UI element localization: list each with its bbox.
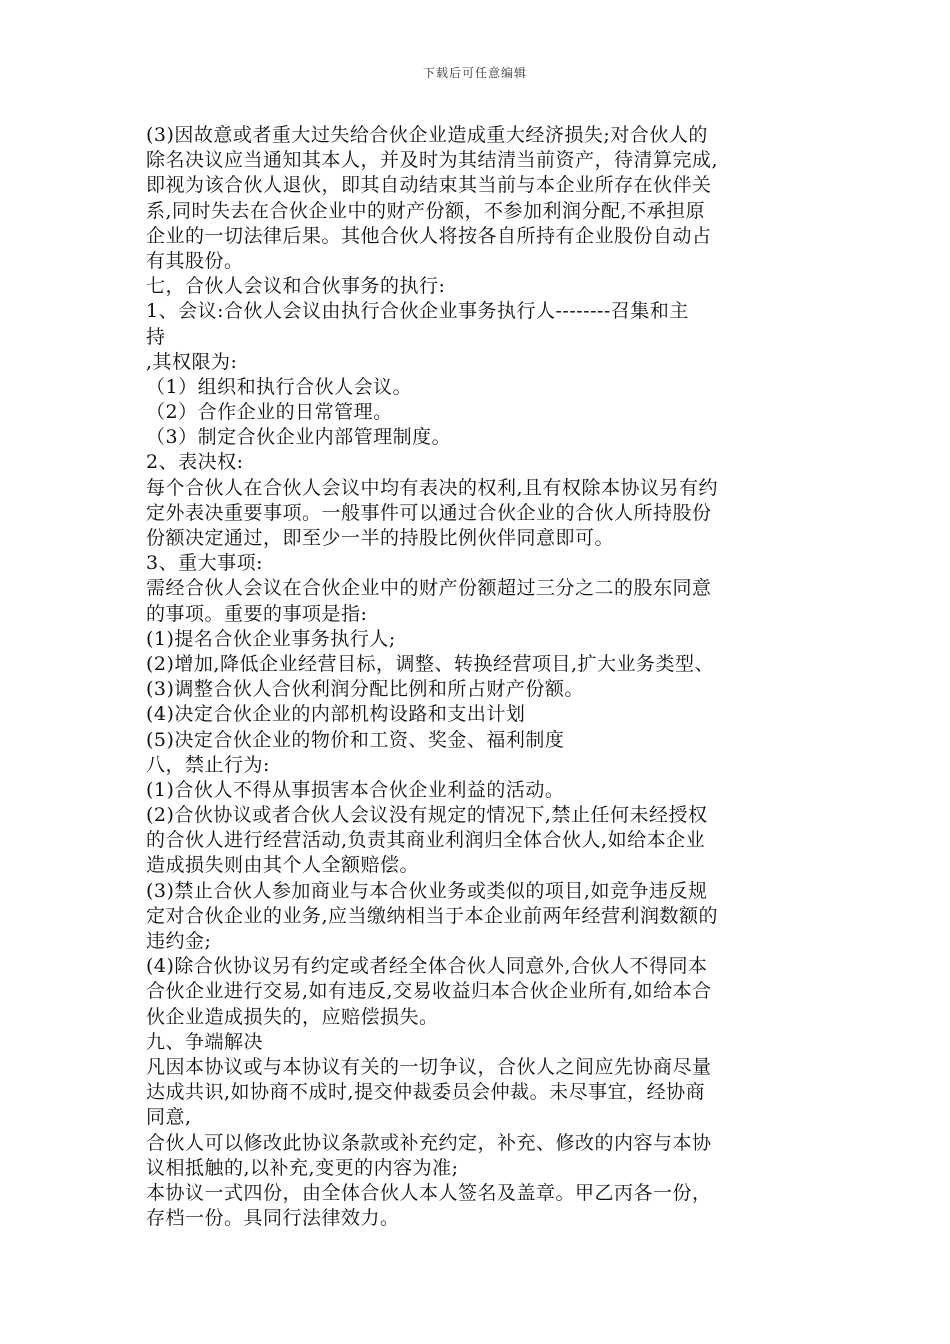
text-line: 有其股份。 — [146, 249, 244, 272]
text-line: (3)调整合伙人合伙利润分配比例和所占财产份额。 — [146, 678, 584, 701]
page-header: 下载后可任意编辑 — [422, 66, 527, 80]
text-line: 造成损失则由其个人全额赔偿。 — [146, 854, 420, 877]
text-line: 合伙企业进行交易,如有违反,交易收益归本合伙企业所有,如给本合 — [146, 980, 712, 1003]
text-line: 八，禁止行为: — [146, 753, 270, 776]
text-line: 合伙人可以修改此协议条款或补充约定，补充、修改的内容与本协 — [146, 1131, 712, 1154]
text-line: 的合伙人进行经营活动,负责其商业利润归全体合伙人,如给本企业 — [146, 829, 706, 852]
text-line: 即视为该合伙人退伙，即其自动结束其当前与本企业所存在伙伴关 — [146, 174, 712, 197]
text-line: 持 — [146, 325, 166, 348]
text-line: （1）组织和执行合伙人会议。 — [146, 375, 413, 398]
text-line: 违约金; — [146, 930, 212, 952]
text-line: 企业的一切法律后果。其他合伙人将按各自所持有企业股份自动占 — [146, 224, 712, 247]
text-line: (2)合伙协议或者合伙人会议没有规定的情况下,禁止任何未经授权 — [146, 804, 708, 827]
text-line: (4)决定合伙企业的内部机构设路和支出计划 — [146, 703, 526, 726]
text-line: 2、表决权: — [146, 451, 244, 474]
text-line: (4)除合伙协议另有约定或者经全体合伙人同意外,合伙人不得同本 — [146, 955, 708, 978]
text-line: (3)禁止合伙人参加商业与本合伙业务或类似的项目,如竞争违反规 — [146, 879, 708, 902]
text-line: (1)提名合伙企业事务执行人; — [146, 627, 396, 650]
text-line: （3）制定合伙企业内部管理制度。 — [146, 426, 452, 449]
text-line: （2）合作企业的日常管理。 — [146, 401, 393, 424]
text-line: 伙企业造成损失的，应赔偿损失。 — [146, 1005, 439, 1028]
text-line: (5)决定合伙企业的物价和工资、奖金、福利制度 — [146, 728, 565, 751]
text-line: 同意, — [146, 1106, 192, 1129]
text-line: 定外表决重要事项。一般事件可以通过合伙企业的合伙人所持股份 — [146, 501, 712, 524]
text-line: 七，合伙人会议和合伙事务的执行: — [146, 275, 446, 298]
text-line: (3)因故意或者重大过失给合伙企业造成重大经济损失;对合伙人的 — [146, 124, 708, 146]
text-line: 议相抵触的,以补充,变更的内容为准; — [146, 1156, 459, 1179]
text-line: 九、争端解决 — [146, 1030, 264, 1053]
text-line: 定对合伙企业的业务,应当缴纳相当于本企业前两年经营利润数额的 — [146, 904, 719, 927]
text-line: ,其权限为: — [146, 350, 238, 373]
text-line: 3、重大事项: — [146, 552, 263, 575]
document-body — [146, 123, 826, 1231]
text-line: 1、会议:合伙人会议由执行合伙企业事务执行人--------召集和主 — [146, 300, 689, 323]
text-line: 份额决定通过，即至少一半的持股比例伙伴同意即可。 — [146, 527, 615, 549]
text-line: (2)增加,降低企业经营目标，调整、转换经营项目,扩大业务类型、 — [146, 652, 714, 675]
text-line: 达成共识,如协商不成时,提交仲裁委员会仲裁。未尽事宜，经协商 — [146, 1081, 706, 1104]
text-line: 每个合伙人在合伙人会议中均有表决的权利,且有权除本协议另有约 — [146, 476, 719, 499]
text-line: (1)合伙人不得从事损害本合伙企业利益的活动。 — [146, 778, 565, 801]
text-line: 存档一份。具同行法律效力。 — [146, 1207, 400, 1230]
text-line: 系,同时失去在合伙企业中的财产份额，不参加利润分配,不承担原 — [146, 199, 706, 222]
text-line: 凡因本协议或与本协议有关的一切争议，合伙人之间应先协商尽量 — [146, 1055, 712, 1078]
text-line: 本协议一式四份，由全体合伙人本人签名及盖章。甲乙丙各一份， — [146, 1181, 712, 1204]
text-line: 的事项。重要的事项是指: — [146, 602, 368, 625]
text-line: 需经合伙人会议在合伙企业中的财产份额超过三分之二的股东同意 — [146, 577, 712, 600]
text-line: 除名决议应当通知其本人，并及时为其结清当前资产，待清算完成, — [146, 149, 719, 172]
